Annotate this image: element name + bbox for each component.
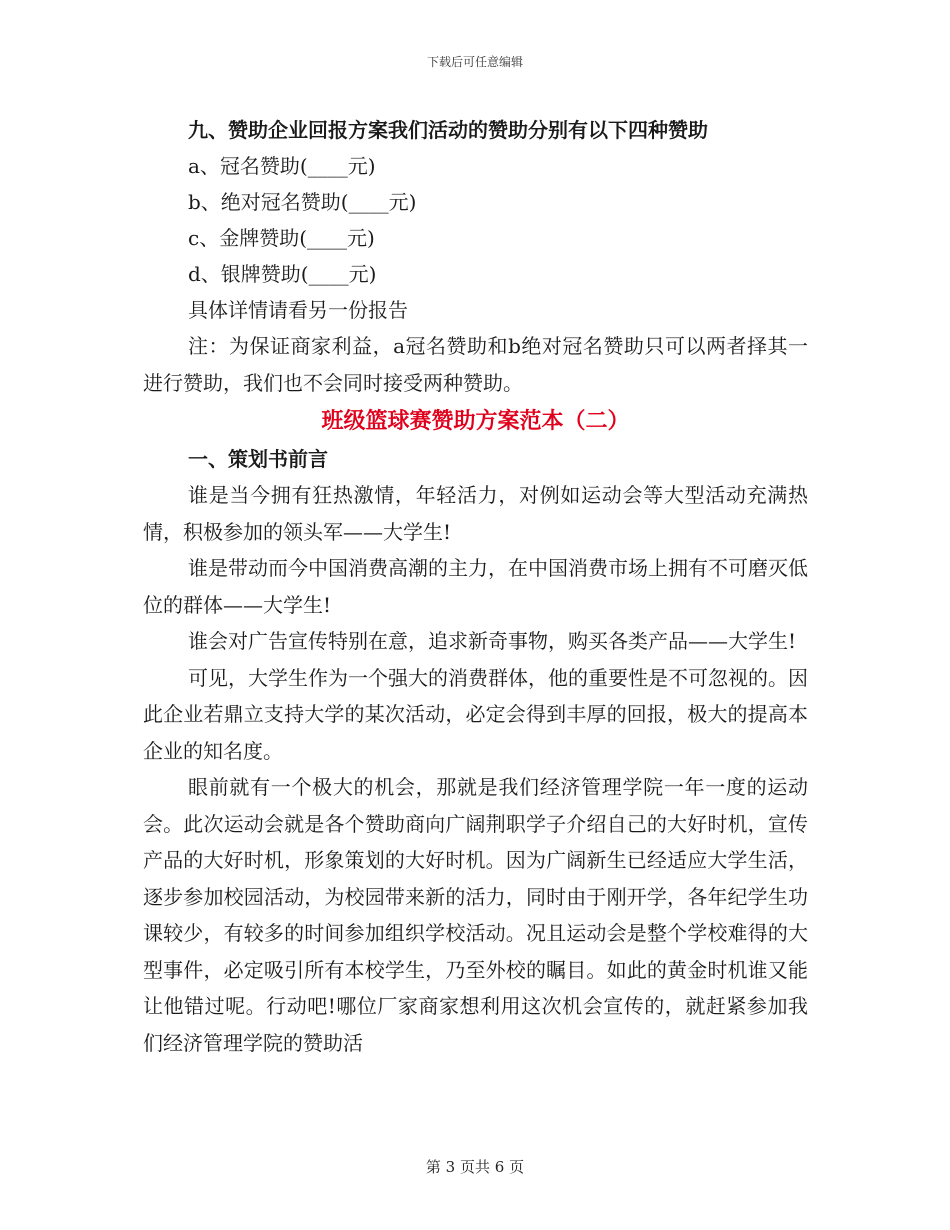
sponsor-item-a: a、冠名赞助(____元) (188, 154, 376, 178)
sponsor-item-b: b、绝对冠名赞助(____元) (188, 190, 417, 214)
paragraph: 谁是带动而今中国消费高潮的主力，在中国消费市场上拥有不可磨灭低位的群体——大学生! (143, 556, 808, 617)
page-footer: 第 3 页共 6 页 (425, 1158, 525, 1176)
section-1-heading: 一、策划书前言 (188, 447, 328, 471)
sponsor-note: 注：为保证商家利益，a冠名赞助和b绝对冠名赞助只可以两者择其一进行赞助，我们也不会同时接受两种赞助。 (143, 334, 808, 395)
sponsor-item-d: d、银牌赞助(____元) (188, 262, 377, 286)
sponsor-item-c: c、金牌赞助(____元) (188, 226, 375, 250)
document-title: 班级篮球赛赞助方案范本（二） (321, 408, 630, 434)
paragraph: 谁是当今拥有狂热激情，年轻活力，对例如运动会等大型活动充满热情，积极参加的领头军——大学生! (143, 483, 808, 544)
paragraph: 可见，大学生作为一个强大的消费群体，他的重要性是不可忽视的。因此企业若鼎立支持大学的某次活动，必定会得到丰厚的回报，极大的提高本企业的知名度。 (143, 665, 808, 763)
detail-note: 具体详情请看另一份报告 (188, 298, 408, 322)
paragraph: 眼前就有一个极大的机会，那就是我们经济管理学院一年一度的运动会。此次运动会就是各个赞助商向广阔荆职学子介绍自己的大好时机，宣传产品的大好时机，形象策划的大好时机。因为广阔新生已经适应大学生活，逐步参加校园活动，为校园带来新的活力，同时由于刚开学，各年纪学生功课较少，有较多的时间参加组织学校活动。况且运动会是整个学校难得的大型事件，必定吸引所有本校学生，乃至外校的瞩目。如此的黄金时机谁又能让他错过呢。行动吧!哪位厂家商家想利用这次机会宣传的，就赶紧参加我们经济管理学院的赞助活 (143, 775, 808, 1055)
page-content (143, 112, 808, 1061)
page-header: 下载后可任意编辑 (426, 55, 523, 69)
paragraph: 谁会对广告宣传特别在意，追求新奇事物，购买各类产品——大学生! (188, 629, 797, 653)
section-9-heading: 九、赞助企业回报方案我们活动的赞助分别有以下四种赞助 (188, 118, 708, 142)
